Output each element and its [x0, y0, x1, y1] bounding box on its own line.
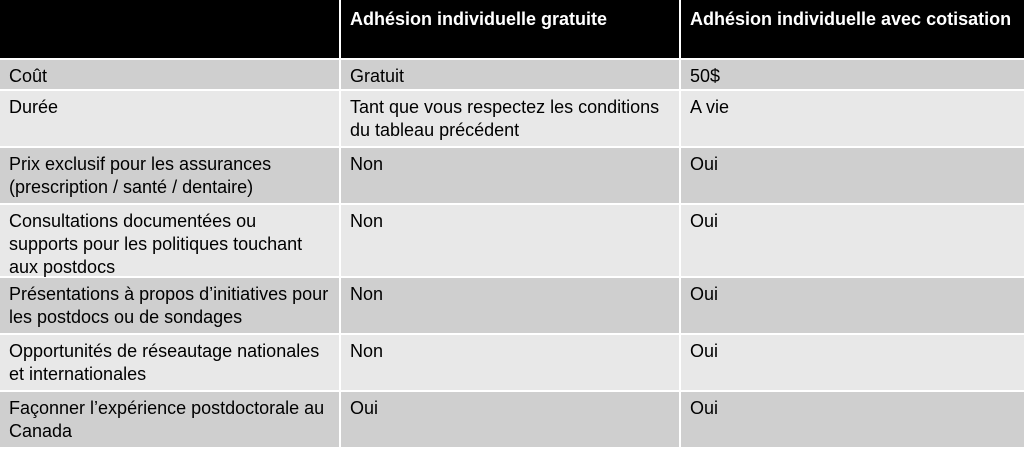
- row-label-insurance: Prix exclusif pour les assurances (prescription / santé / dentaire): [0, 148, 341, 205]
- cell-consultations-free: Non: [341, 205, 681, 278]
- cell-cost-free: Gratuit: [341, 60, 681, 91]
- cell-consultations-paid: Oui: [681, 205, 1024, 278]
- cell-cost-paid: 50$: [681, 60, 1024, 91]
- cell-insurance-paid: Oui: [681, 148, 1024, 205]
- cell-shaping-experience-paid: Oui: [681, 392, 1024, 449]
- cell-networking-paid: Oui: [681, 335, 1024, 392]
- header-cell-free-membership: Adhésion individuelle gratuite: [341, 0, 681, 60]
- row-label-shaping-experience: Façonner l’expérience postdoctorale au Canada: [0, 392, 341, 449]
- row-label-duration: Durée: [0, 91, 341, 148]
- cell-networking-free: Non: [341, 335, 681, 392]
- row-label-networking: Opportunités de réseautage nationales et internationales: [0, 335, 341, 392]
- row-label-cost: Coût: [0, 60, 341, 91]
- cell-duration-free: Tant que vous respectez les conditions du tableau précédent: [341, 91, 681, 148]
- cell-shaping-experience-free: Oui: [341, 392, 681, 449]
- cell-presentations-paid: Oui: [681, 278, 1024, 335]
- cell-duration-paid: A vie: [681, 91, 1024, 148]
- row-label-presentations: Présentations à propos d’initiatives pour les postdocs ou de sondages: [0, 278, 341, 335]
- cell-presentations-free: Non: [341, 278, 681, 335]
- header-cell-empty: [0, 0, 341, 60]
- cell-insurance-free: Non: [341, 148, 681, 205]
- header-cell-paid-membership: Adhésion individuelle avec cotisation: [681, 0, 1024, 60]
- row-label-consultations: Consultations documentées ou supports pour les politiques touchant aux postdocs: [0, 205, 341, 278]
